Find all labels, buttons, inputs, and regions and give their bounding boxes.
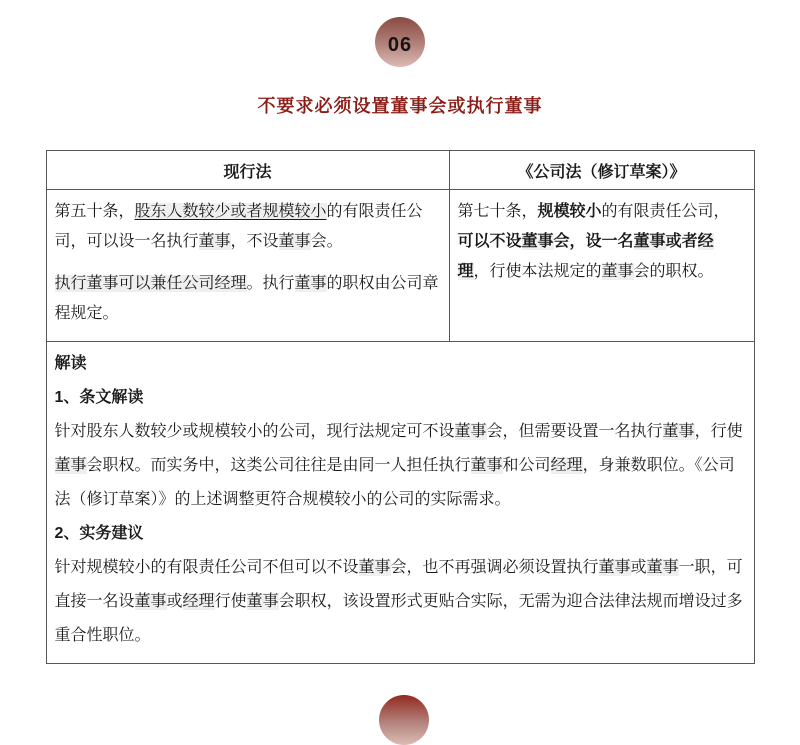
next-section-badge-peek	[379, 695, 429, 745]
text-segment: 第五十条，	[54, 203, 135, 220]
text-segment: 董事	[633, 233, 666, 250]
text-segment: 经理	[550, 457, 583, 474]
text-segment: 会，设一名	[553, 233, 634, 250]
text-segment: 或者	[665, 233, 698, 250]
interpretation-heading: 解读	[54, 355, 87, 372]
text-segment: 董事	[294, 275, 327, 292]
text-segment: 针对股东人数较少或规模较小的公司，现行法规定可不设	[54, 423, 455, 440]
text-segment: 的有限责任公司，	[601, 203, 730, 220]
text-segment: 董事	[521, 233, 554, 250]
text-segment: 董事	[134, 593, 167, 610]
text-segment: 经理	[457, 233, 714, 280]
text-segment: ，不设	[230, 233, 279, 250]
cell-current-law	[46, 190, 449, 342]
paragraph	[458, 197, 746, 287]
text-segment: 会职权。而实务中，这类公司往往是由同一人担任执行	[86, 457, 471, 474]
table-body-row	[46, 190, 754, 342]
text-segment: 董事	[246, 593, 279, 610]
paragraph	[55, 551, 746, 653]
page	[0, 17, 800, 664]
text-segment: 经理	[182, 593, 215, 610]
subsection-body-1	[55, 415, 746, 517]
text-segment: 针对规模较小的有限责任公司不但可以不设	[54, 559, 359, 576]
text-segment: 会，但需要设置一名执行	[486, 423, 663, 440]
text-segment: 会，也不再强调必须设置执行	[390, 559, 599, 576]
text-segment: 或	[166, 593, 183, 610]
section-number: 06	[387, 33, 413, 56]
text-segment: 董事	[358, 559, 391, 576]
text-segment: ，身兼数职位。《公司法（修订草案）》的上述调整更符合规模较小的公司的实际需求。	[54, 457, 735, 508]
text-segment: 董事	[278, 233, 311, 250]
text-segment: 会的职权。	[633, 263, 714, 280]
text-segment: 董事	[470, 457, 503, 474]
text-segment: 执行董事可以兼任公司经理	[54, 275, 247, 292]
text-segment: 董事	[454, 423, 487, 440]
paragraph	[55, 415, 746, 517]
text-segment: 会。	[310, 233, 343, 250]
interpretation-section-2	[55, 517, 746, 653]
text-segment: 董事	[54, 457, 87, 474]
page-title: 不要求必须设置董事会或执行董事	[257, 96, 543, 116]
section-number-badge	[375, 17, 425, 67]
text-segment: 的职权由公司章程规定。	[54, 275, 439, 322]
comparison-table	[46, 150, 755, 664]
text-segment: ，行使本法规定的	[473, 263, 602, 280]
text-segment: 。执行	[246, 275, 295, 292]
text-segment: 和公司	[502, 457, 551, 474]
text-segment: 董事	[646, 559, 679, 576]
text-segment: 会职权，该设置形式更贴合实际，无需为迎合法律法规而增设过多重合性职位。	[54, 593, 743, 644]
table-header-row	[46, 151, 754, 190]
text-segment: 董事	[598, 559, 631, 576]
subsection-heading-1: 1、条文解读	[54, 389, 144, 406]
text-segment: 的有限责任公司，可以设一名执行	[54, 203, 423, 250]
text-segment: 可以不设	[457, 233, 522, 250]
text-segment: 董事	[198, 233, 231, 250]
subsection-heading-2: 2、实务建议	[54, 525, 144, 542]
text-segment: 第七十条，	[457, 203, 538, 220]
header-draft-law: 《公司法（修订草案）》	[449, 151, 754, 190]
header-current-law: 现行法	[46, 151, 449, 190]
paragraph	[55, 269, 441, 329]
subsection-body-2	[55, 551, 746, 653]
cell-draft-law	[449, 190, 754, 342]
interpretation-section-1	[55, 381, 746, 517]
text-segment: 董事	[601, 263, 634, 280]
text-segment: ，行使	[694, 423, 743, 440]
text-segment: 规模较小	[537, 203, 602, 220]
text-segment: 董事	[662, 423, 695, 440]
paragraph	[55, 197, 441, 257]
interpretation-row	[46, 342, 754, 664]
text-segment: 一职，可直接一名设	[54, 559, 743, 610]
text-segment: 股东人数较少或者规模较小	[134, 203, 327, 220]
text-segment: 行使	[214, 593, 247, 610]
interpretation-cell	[46, 342, 754, 664]
text-segment: 或	[630, 559, 647, 576]
